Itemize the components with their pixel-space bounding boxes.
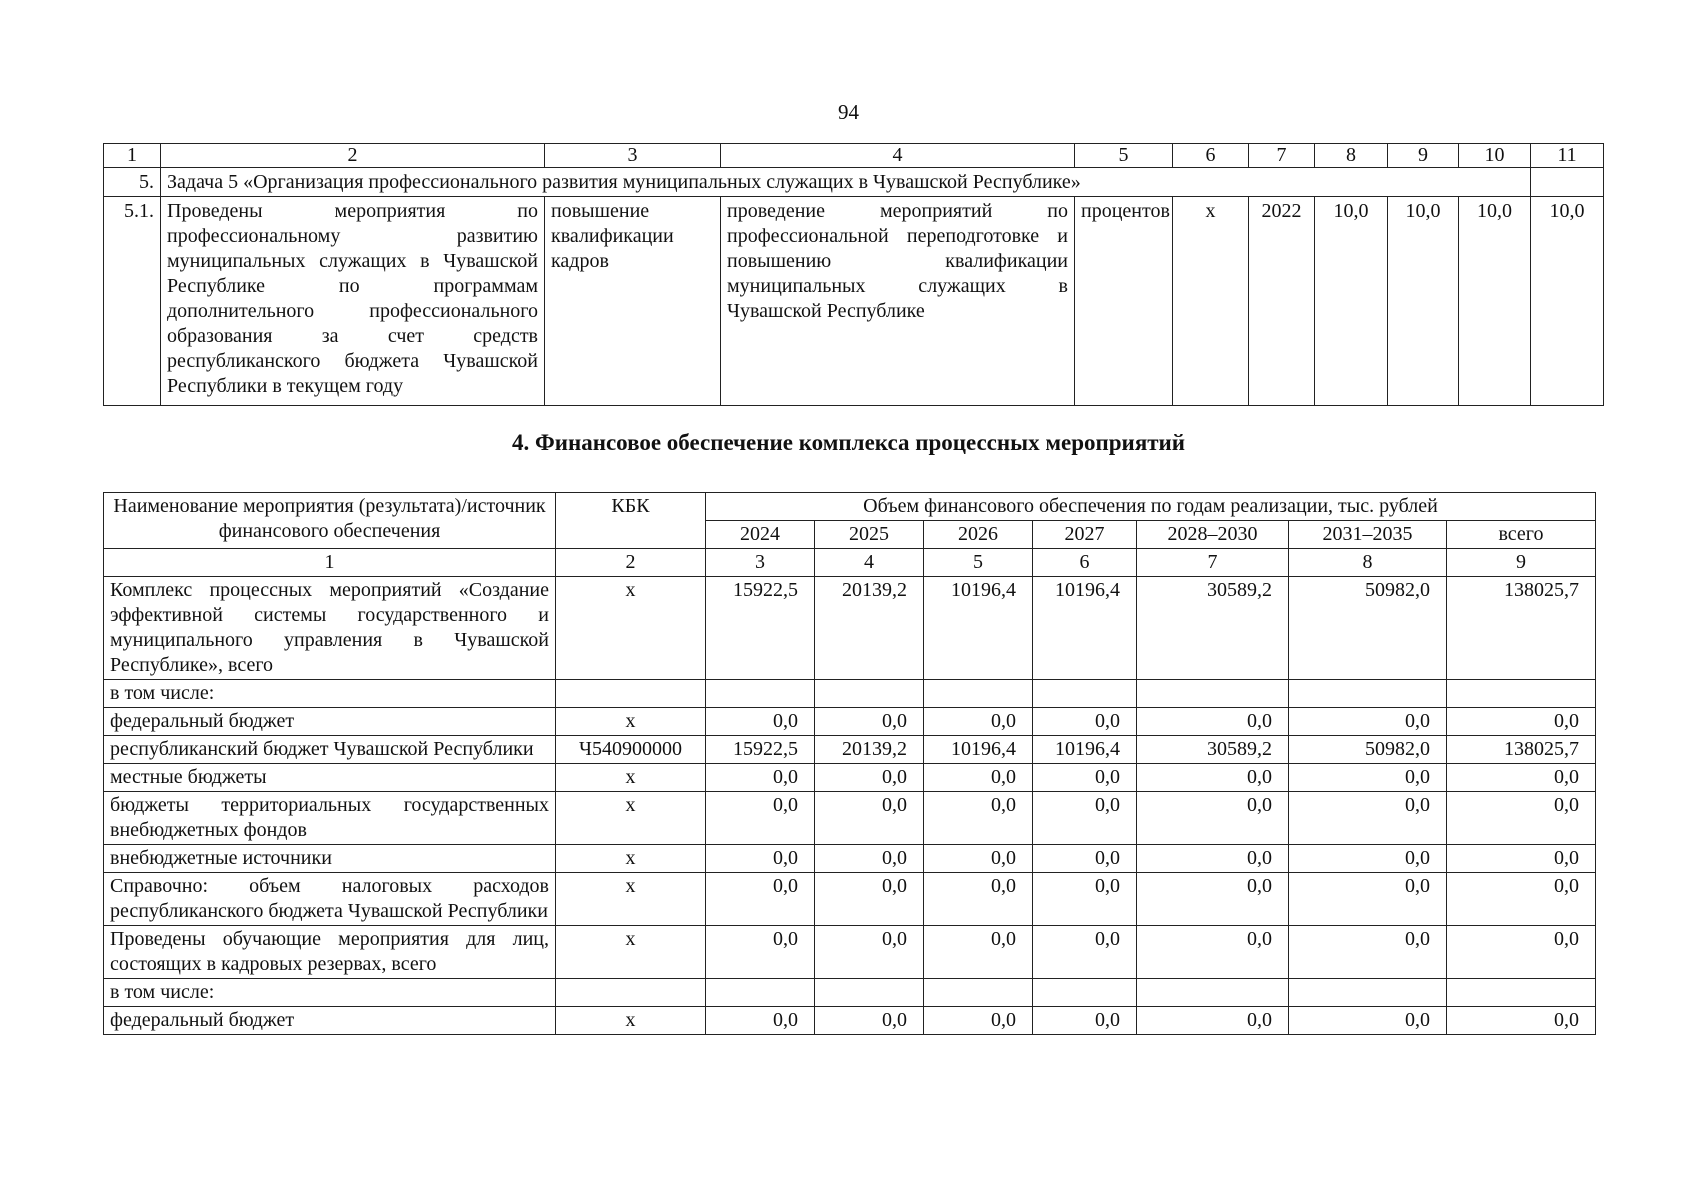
- row-name: бюджеты территориальных государственных внебюджетных фондов: [104, 792, 556, 845]
- row-value: 0,0: [1447, 1007, 1596, 1035]
- row-value: 0,0: [706, 845, 815, 873]
- page-number: 94: [838, 100, 859, 124]
- table-row: [104, 577, 1596, 680]
- col-number: 4: [815, 549, 924, 577]
- row-value: 0,0: [815, 764, 924, 792]
- row-value: 20139,2: [815, 577, 924, 680]
- table-row: [104, 736, 1596, 764]
- row-value: 0,0: [1033, 792, 1137, 845]
- section-heading: 4. Финансовое обеспечение комплекса процессных мероприятий: [511, 430, 1186, 455]
- row-value: 0,0: [1137, 792, 1289, 845]
- row-value: [815, 680, 924, 708]
- header-year: 2028–2030: [1137, 521, 1289, 549]
- header-year: 2026: [924, 521, 1033, 549]
- row-value: 0,0: [1289, 1007, 1447, 1035]
- row-value: 0,0: [1137, 873, 1289, 926]
- row-value: 0,0: [1447, 926, 1596, 979]
- row-value: 0,0: [924, 1007, 1033, 1035]
- row-value: 0,0: [815, 1007, 924, 1035]
- row-value: 0,0: [1447, 764, 1596, 792]
- col-number: 6: [1173, 144, 1249, 168]
- header-year: 2031–2035: [1289, 521, 1447, 549]
- item-c11: 10,0: [1531, 197, 1604, 406]
- row-value: 0,0: [1289, 845, 1447, 873]
- financing-table: [103, 492, 1596, 1035]
- empty-cell: [1531, 168, 1604, 197]
- header-kbk: КБК: [556, 493, 706, 549]
- row-kbk: х: [556, 873, 706, 926]
- row-value: [1137, 680, 1289, 708]
- row-value: 0,0: [924, 764, 1033, 792]
- item-c8: 10,0: [1315, 197, 1388, 406]
- row-value: 10196,4: [1033, 736, 1137, 764]
- table-row: [104, 979, 1596, 1007]
- col-number: 7: [1249, 144, 1315, 168]
- column-numbers-row: [104, 549, 1596, 577]
- item-row: [104, 197, 1604, 406]
- row-value: 0,0: [815, 708, 924, 736]
- item-c10: 10,0: [1459, 197, 1531, 406]
- row-value: [1447, 680, 1596, 708]
- row-value: 0,0: [706, 708, 815, 736]
- row-value: 0,0: [1289, 873, 1447, 926]
- row-value: [1289, 680, 1447, 708]
- row-value: 0,0: [1447, 873, 1596, 926]
- header-name: Наименование мероприятия (результата)/источник финансового обеспечения: [104, 493, 556, 549]
- row-name: Справочно: объем налоговых расходов республиканского бюджета Чувашской Республики: [104, 873, 556, 926]
- task-row: [104, 168, 1604, 197]
- row-value: 138025,7: [1447, 577, 1596, 680]
- indicators-table: [103, 143, 1604, 406]
- row-value: 30589,2: [1137, 577, 1289, 680]
- row-value: 0,0: [1033, 845, 1137, 873]
- col-number: 5: [1075, 144, 1173, 168]
- row-value: 0,0: [815, 845, 924, 873]
- row-value: [815, 979, 924, 1007]
- task-title: Задача 5 «Организация профессионального развития муниципальных служащих в Чувашской Республике»: [161, 168, 1531, 197]
- row-kbk: х: [556, 764, 706, 792]
- row-value: 0,0: [1033, 926, 1137, 979]
- row-kbk: [556, 979, 706, 1007]
- row-value: 0,0: [924, 792, 1033, 845]
- row-value: [706, 680, 815, 708]
- item-c6: х: [1173, 197, 1249, 406]
- row-value: 0,0: [1289, 764, 1447, 792]
- row-kbk: х: [556, 708, 706, 736]
- col-number: 4: [721, 144, 1075, 168]
- row-value: 0,0: [815, 926, 924, 979]
- item-unit: процентов: [1075, 197, 1173, 406]
- table-row: [104, 926, 1596, 979]
- col-number: 2: [556, 549, 706, 577]
- row-name: внебюджетные источники: [104, 845, 556, 873]
- row-value: 0,0: [924, 845, 1033, 873]
- row-value: 0,0: [1289, 792, 1447, 845]
- row-kbk: х: [556, 1007, 706, 1035]
- row-value: 0,0: [1033, 1007, 1137, 1035]
- table-row: [104, 792, 1596, 845]
- row-name: республиканский бюджет Чувашской Республики: [104, 736, 556, 764]
- item-c9: 10,0: [1388, 197, 1459, 406]
- col-number: 6: [1033, 549, 1137, 577]
- item-number: 5.1.: [104, 197, 161, 406]
- row-name: в том числе:: [104, 680, 556, 708]
- col-number: 8: [1315, 144, 1388, 168]
- table-row: [104, 708, 1596, 736]
- row-kbk: Ч540900000: [556, 736, 706, 764]
- row-value: 20139,2: [815, 736, 924, 764]
- row-value: 0,0: [1137, 708, 1289, 736]
- col-number: 2: [161, 144, 545, 168]
- row-value: 30589,2: [1137, 736, 1289, 764]
- row-kbk: х: [556, 792, 706, 845]
- row-value: 0,0: [1289, 926, 1447, 979]
- row-name: местные бюджеты: [104, 764, 556, 792]
- row-value: 0,0: [706, 764, 815, 792]
- row-kbk: х: [556, 577, 706, 680]
- table-row: [104, 845, 1596, 873]
- row-name: Проведены обучающие мероприятия для лиц, состоящих в кадровых резервах, всего: [104, 926, 556, 979]
- header-total: всего: [1447, 521, 1596, 549]
- table-row: [104, 680, 1596, 708]
- row-value: 10196,4: [1033, 577, 1137, 680]
- row-value: 0,0: [1137, 764, 1289, 792]
- header-year: 2024: [706, 521, 815, 549]
- row-value: 0,0: [706, 926, 815, 979]
- col-number: 7: [1137, 549, 1289, 577]
- row-value: 0,0: [706, 1007, 815, 1035]
- row-value: 0,0: [1447, 845, 1596, 873]
- row-value: [1447, 979, 1596, 1007]
- row-value: [1289, 979, 1447, 1007]
- row-value: 0,0: [1033, 873, 1137, 926]
- row-value: 0,0: [1033, 708, 1137, 736]
- col-number: 9: [1388, 144, 1459, 168]
- row-value: 0,0: [1137, 926, 1289, 979]
- row-value: [706, 979, 815, 1007]
- row-value: 0,0: [1447, 708, 1596, 736]
- item-description: проведение мероприятий по профессиональной переподготовке и повышению квалификации муниципальных служащих в Чувашской Республике: [721, 197, 1075, 406]
- row-value: 0,0: [815, 873, 924, 926]
- item-c7: 2022: [1249, 197, 1315, 406]
- col-number: 5: [924, 549, 1033, 577]
- row-value: 50982,0: [1289, 736, 1447, 764]
- row-value: 0,0: [706, 792, 815, 845]
- row-value: 0,0: [924, 926, 1033, 979]
- row-kbk: [556, 680, 706, 708]
- header-volume: Объем финансового обеспечения по годам реализации, тыс. рублей: [706, 493, 1596, 521]
- row-value: 0,0: [1447, 792, 1596, 845]
- task-number: 5.: [104, 168, 161, 197]
- row-value: 15922,5: [706, 577, 815, 680]
- item-result: Проведены мероприятия по профессиональному развитию муниципальных служащих в Чувашской Республике по программам дополнительного профессионального образования за счет средств республиканского бюджета Чувашской Республики в текущем году: [161, 197, 545, 406]
- header-year: 2027: [1033, 521, 1137, 549]
- row-value: 0,0: [815, 792, 924, 845]
- col-number: 11: [1531, 144, 1604, 168]
- row-value: 10196,4: [924, 736, 1033, 764]
- col-number: 10: [1459, 144, 1531, 168]
- row-value: 0,0: [924, 708, 1033, 736]
- row-name: в том числе:: [104, 979, 556, 1007]
- col-number: 3: [706, 549, 815, 577]
- row-value: [1033, 979, 1137, 1007]
- row-value: 0,0: [1137, 845, 1289, 873]
- row-value: 0,0: [1289, 708, 1447, 736]
- row-value: [924, 979, 1033, 1007]
- col-number: 1: [104, 144, 161, 168]
- row-value: 0,0: [924, 873, 1033, 926]
- row-value: 138025,7: [1447, 736, 1596, 764]
- row-value: 50982,0: [1289, 577, 1447, 680]
- row-value: 10196,4: [924, 577, 1033, 680]
- row-value: 0,0: [1137, 1007, 1289, 1035]
- row-value: [1137, 979, 1289, 1007]
- table-row: [104, 1007, 1596, 1035]
- row-name: федеральный бюджет: [104, 1007, 556, 1035]
- row-value: [1033, 680, 1137, 708]
- row-value: 0,0: [706, 873, 815, 926]
- col-number: 9: [1447, 549, 1596, 577]
- row-name: Комплекс процессных мероприятий «Создание эффективной системы государственного и муниципального управления в Чувашской Республике», всего: [104, 577, 556, 680]
- table-row: [104, 764, 1596, 792]
- table-row: [104, 873, 1596, 926]
- row-value: 15922,5: [706, 736, 815, 764]
- row-kbk: х: [556, 926, 706, 979]
- col-number: 3: [545, 144, 721, 168]
- item-indicator: повышение квалификации кадров: [545, 197, 721, 406]
- row-name: федеральный бюджет: [104, 708, 556, 736]
- row-value: [924, 680, 1033, 708]
- col-number: 8: [1289, 549, 1447, 577]
- header-year: 2025: [815, 521, 924, 549]
- row-kbk: х: [556, 845, 706, 873]
- header-row-1: [104, 493, 1596, 521]
- row-value: 0,0: [1033, 764, 1137, 792]
- column-numbers-row: [104, 144, 1604, 168]
- col-number: 1: [104, 549, 556, 577]
